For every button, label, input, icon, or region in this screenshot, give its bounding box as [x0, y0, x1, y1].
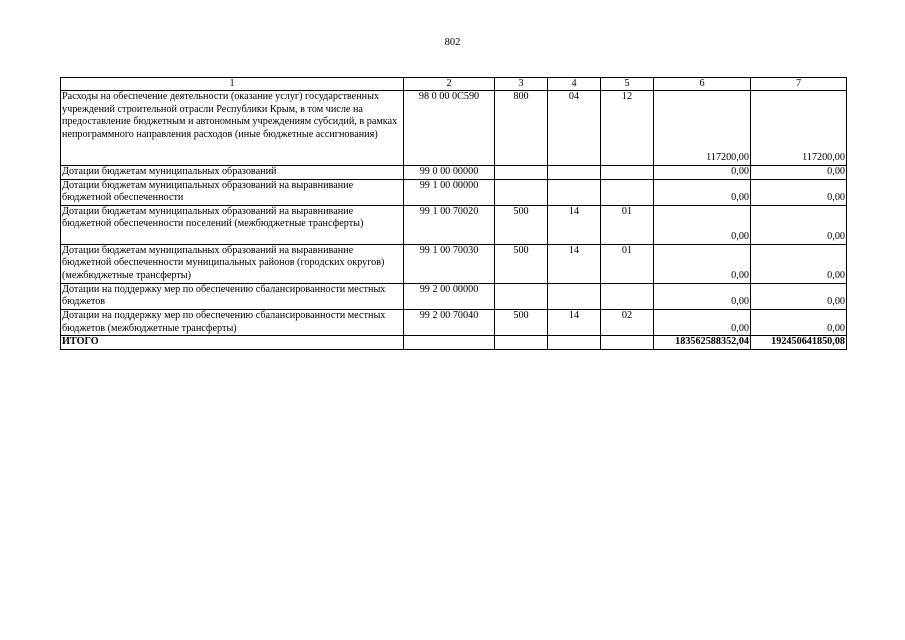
table-row [61, 205, 847, 244]
subsection-cell [601, 179, 654, 205]
column-header: 3 [495, 78, 548, 91]
section-cell [548, 166, 601, 180]
expense-type-cell [495, 179, 548, 205]
expense-name-cell: Дотации бюджетам муниципальных образований на выравнивание бюджетной обеспеченности муниципальных районов (городских округов) (межбюджетные трансферты) [61, 244, 404, 283]
table-row [61, 166, 847, 180]
amount-year2-cell: 117200,00 [751, 91, 847, 166]
target-code-cell: 99 1 00 70030 [404, 244, 495, 283]
amount-year2-cell: 0,00 [751, 166, 847, 180]
column-header: 6 [654, 78, 751, 91]
expense-type-cell: 500 [495, 244, 548, 283]
amount-year2-cell: 0,00 [751, 309, 847, 335]
expense-type-cell: 500 [495, 205, 548, 244]
amount-year1-cell: 117200,00 [654, 91, 751, 166]
target-code-cell: 99 1 00 70020 [404, 205, 495, 244]
empty-cell [404, 336, 495, 350]
expense-name-cell: Дотации бюджетам муниципальных образований на выравнивание бюджетной обеспеченности [61, 179, 404, 205]
expense-name-cell: Дотации на поддержку мер по обеспечению сбалансированности местных бюджетов [61, 283, 404, 309]
target-code-cell: 99 2 00 00000 [404, 283, 495, 309]
expense-type-cell: 800 [495, 91, 548, 166]
target-code-cell: 99 2 00 70040 [404, 309, 495, 335]
page-number: 802 [444, 37, 461, 48]
subsection-cell [601, 283, 654, 309]
total-amount-year1: 183562588352,04 [654, 336, 751, 350]
table-row [61, 91, 847, 166]
column-header: 1 [61, 78, 404, 91]
table-row [61, 244, 847, 283]
subsection-cell [601, 166, 654, 180]
empty-cell [601, 336, 654, 350]
target-code-cell: 99 0 00 00000 [404, 166, 495, 180]
column-header: 5 [601, 78, 654, 91]
total-row [61, 336, 847, 350]
subsection-cell: 02 [601, 309, 654, 335]
column-header: 7 [751, 78, 847, 91]
empty-cell [495, 336, 548, 350]
table-row [61, 179, 847, 205]
section-cell: 04 [548, 91, 601, 166]
budget-table [60, 77, 847, 350]
amount-year2-cell: 0,00 [751, 283, 847, 309]
total-label: ИТОГО [61, 336, 404, 350]
table-header-row [61, 78, 847, 91]
expense-name-cell: Дотации на поддержку мер по обеспечению сбалансированности местных бюджетов (межбюджетные трансферты) [61, 309, 404, 335]
expense-name-cell: Дотации бюджетам муниципальных образований [61, 166, 404, 180]
amount-year1-cell: 0,00 [654, 179, 751, 205]
table-row [61, 309, 847, 335]
section-cell: 14 [548, 205, 601, 244]
amount-year2-cell: 0,00 [751, 179, 847, 205]
total-amount-year2: 192450641850,08 [751, 336, 847, 350]
expense-name-cell: Дотации бюджетам муниципальных образований на выравнивание бюджетной обеспеченности поселений (межбюджетные трансферты) [61, 205, 404, 244]
target-code-cell: 99 1 00 00000 [404, 179, 495, 205]
section-cell: 14 [548, 309, 601, 335]
amount-year2-cell: 0,00 [751, 244, 847, 283]
amount-year1-cell: 0,00 [654, 244, 751, 283]
target-code-cell: 98 0 00 0С590 [404, 91, 495, 166]
subsection-cell: 01 [601, 205, 654, 244]
column-header: 2 [404, 78, 495, 91]
section-cell [548, 179, 601, 205]
column-header: 4 [548, 78, 601, 91]
expense-name-cell: Расходы на обеспечение деятельности (оказание услуг) государственных учреждений строительной отрасли Республики Крым, в том числе на предоставление бюджетным и автономным учреждениям субсидий, в рамках непрограммного направления расходов (иные бюджетные ассигнования) [61, 91, 404, 166]
expense-type-cell [495, 283, 548, 309]
empty-cell [548, 336, 601, 350]
amount-year2-cell: 0,00 [751, 205, 847, 244]
amount-year1-cell: 0,00 [654, 309, 751, 335]
table-row [61, 283, 847, 309]
subsection-cell: 01 [601, 244, 654, 283]
amount-year1-cell: 0,00 [654, 283, 751, 309]
amount-year1-cell: 0,00 [654, 205, 751, 244]
expense-type-cell [495, 166, 548, 180]
expense-type-cell: 500 [495, 309, 548, 335]
section-cell [548, 283, 601, 309]
section-cell: 14 [548, 244, 601, 283]
amount-year1-cell: 0,00 [654, 166, 751, 180]
subsection-cell: 12 [601, 91, 654, 166]
